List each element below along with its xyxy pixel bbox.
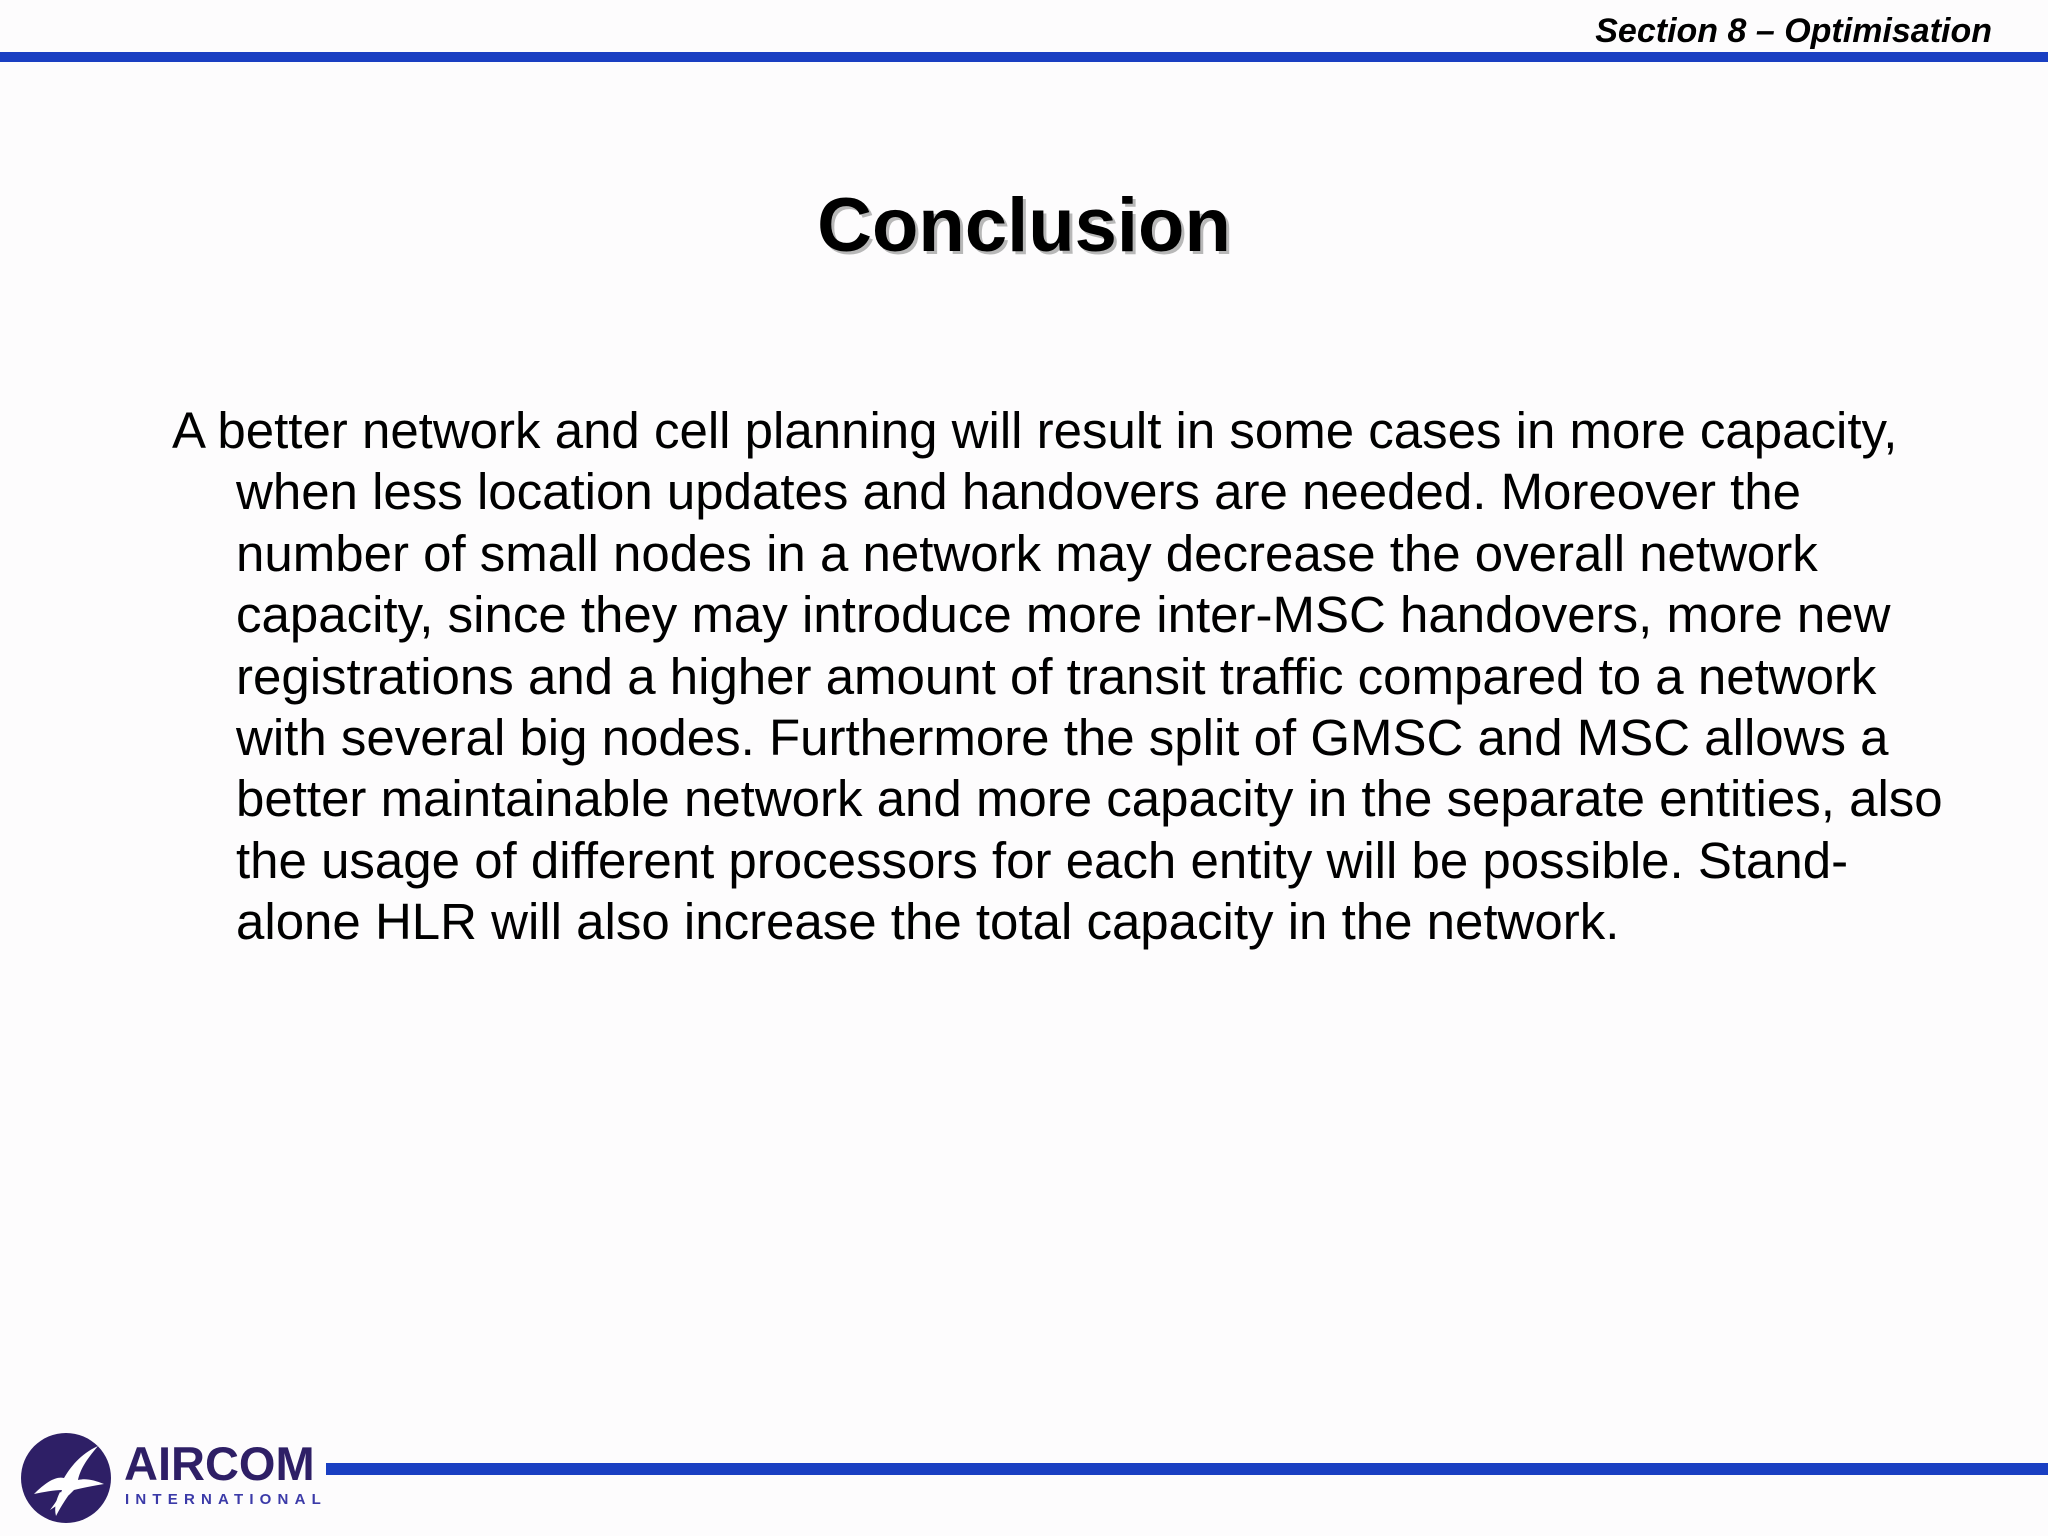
logo-subtitle: INTERNATIONAL (125, 1491, 327, 1508)
slide-title: Conclusion (817, 183, 1231, 268)
footer-divider (326, 1463, 2048, 1475)
aircom-bird-logo-icon (20, 1432, 112, 1524)
slide-body-text: A better network and cell planning will result in some cases in more capacity, when less location updates and handovers are needed. Moreover the number of small nodes in a network may decrease the overall network capacity, since they may introduce more inter-MSC handovers, more new registrations and a higher amount of transit traffic compared to a network with several big nodes. Furthermore the split of GMSC and MSC allows a better maintainable network and more capacity in the separate entities, also the usage of different processors for each entity will be possible. Stand-alone HLR will also increase the total capacity in the network. (172, 402, 1943, 951)
header-divider (0, 52, 2048, 62)
section-label: Section 8 – Optimisation (1595, 12, 1992, 50)
aircom-logo (20, 1430, 327, 1526)
logo-wordmark: AIRCOM (124, 1437, 315, 1490)
